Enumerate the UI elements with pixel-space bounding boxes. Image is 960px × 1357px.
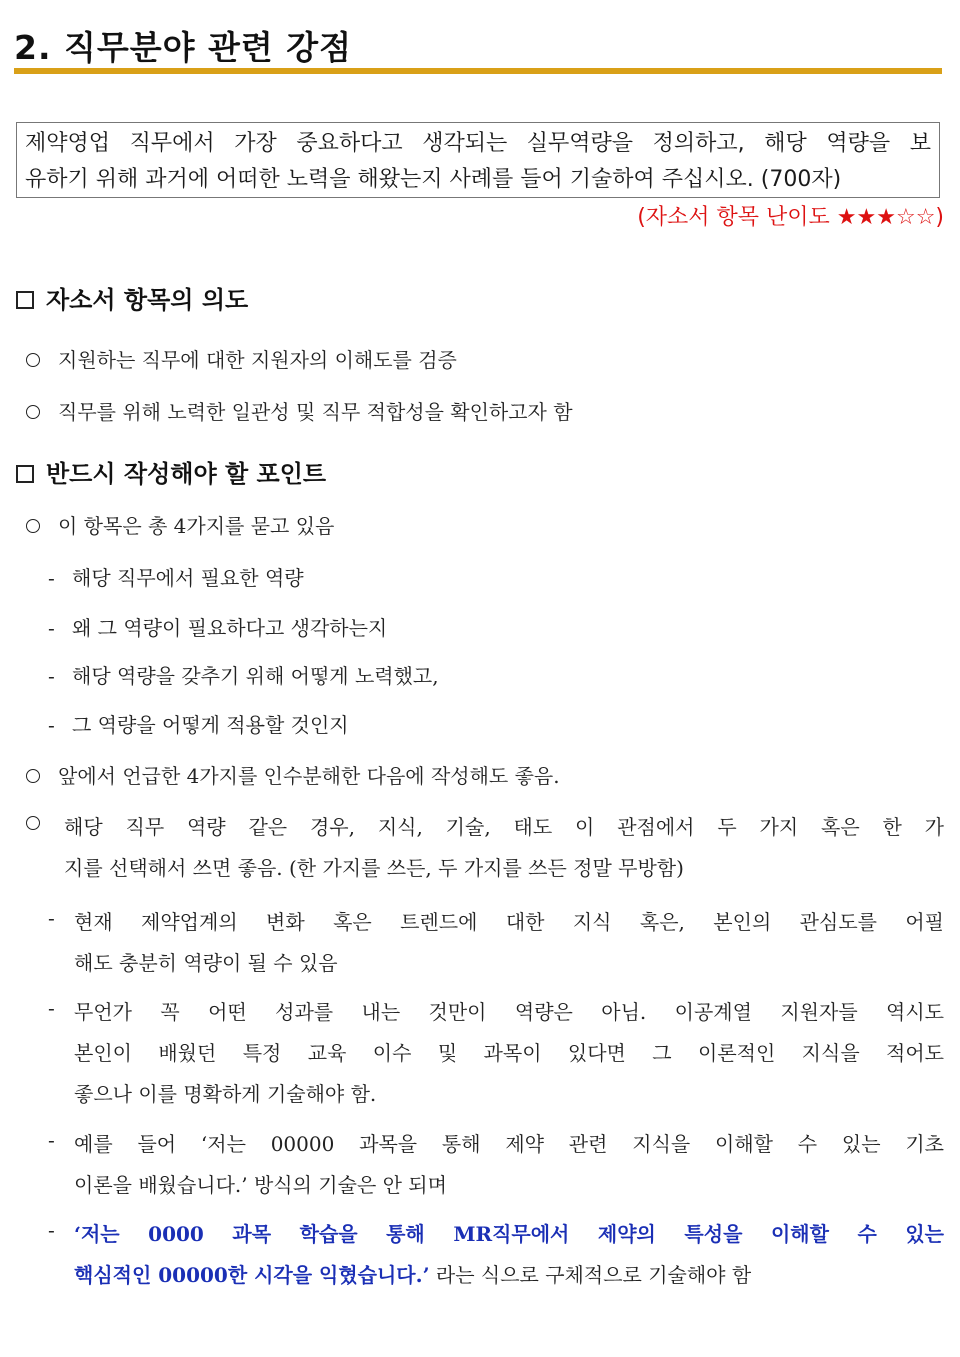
circle-bullet-icon — [26, 405, 40, 419]
circle-bullet-icon — [26, 519, 40, 533]
list-item-line: 지를 선택해서 쓰면 좋음. (한 가지를 쓰든, 두 가지를 쓰든 정말 무방함) — [64, 856, 684, 880]
question-line-1: 제약영업 직무에서 가장 중요하다고 생각되는 실무역량을 정의하고, 해당 역량을 보 — [25, 131, 931, 156]
circle-bullet-icon — [26, 769, 40, 783]
list-item: 직무를 위해 노력한 일관성 및 직무 적합성을 확인하고자 함 — [26, 396, 573, 425]
sub-item: - 해당 역량을 갖추기 위해 어떻게 노력했고, — [48, 664, 439, 688]
section-heading-points: 반드시 작성해야 할 포인트 — [16, 454, 326, 489]
sub-item-line: 본인이 배웠던 특정 교육 이수 및 과목이 있다면 그 이론적인 지식을 적어도 — [74, 1041, 944, 1065]
sub-item-line: 현재 제약업계의 변화 혹은 트렌드에 대한 지식 혹은, 본인의 관심도를 어필 — [74, 910, 944, 934]
list-item: 앞에서 언급한 4가지를 인수분해한 다음에 작성해도 좋음. — [26, 760, 560, 789]
sub-item-line: 좋으나 이를 명확하게 기술해야 함. — [74, 1082, 377, 1106]
sub-item: - — [48, 996, 55, 1020]
question-box — [16, 122, 940, 198]
list-item — [26, 811, 58, 835]
square-bullet-icon — [16, 465, 34, 483]
sub-item-line — [74, 1259, 751, 1288]
square-bullet-icon — [16, 291, 34, 309]
sub-item: - — [48, 906, 55, 930]
list-item: 지원하는 직무에 대한 지원자의 이해도를 검증 — [26, 344, 457, 373]
sub-item: - 그 역량을 어떻게 적용할 것인지 — [48, 713, 349, 737]
example-trailing-text: 라는 식으로 구체적으로 기술해야 함 — [435, 1263, 752, 1287]
difficulty-rating: (자소서 항목 난이도 ★★★☆☆) — [637, 205, 944, 230]
list-item-line: 해당 직무 역량 같은 경우, 지식, 기술, 태도 이 관점에서 두 가지 혹은 한 가 — [64, 815, 944, 839]
list-item: 이 항목은 총 4가지를 묻고 있음 — [26, 510, 334, 539]
sub-item-line: 해도 충분히 역량이 될 수 있음 — [74, 951, 338, 975]
highlighted-example-text: 핵심적인 00000한 시각을 익혔습니다.’ — [74, 1263, 430, 1287]
page-title: 2. 직무분야 관련 강점 — [14, 28, 352, 67]
title-rule — [14, 68, 942, 74]
sub-item-line: 무언가 꼭 어떤 성과를 내는 것만이 역량은 아님. 이공계열 지원자들 역시도 — [74, 1000, 944, 1024]
question-line-2: 유하기 위해 과거에 어떠한 노력을 해왔는지 사례를 들어 기술하여 주십시오. (700자) — [25, 167, 842, 192]
sub-item-line: 이론을 배웠습니다.’ 방식의 기술은 안 되며 — [74, 1173, 447, 1197]
sub-item: - — [48, 1218, 55, 1242]
sub-item: - 해당 직무에서 필요한 역량 — [48, 566, 304, 590]
circle-bullet-icon — [26, 353, 40, 367]
sub-item: - 왜 그 역량이 필요하다고 생각하는지 — [48, 616, 388, 640]
highlighted-example-line: ‘저는 0000 과목 학습을 통해 MR직무에서 제약의 특성을 이해할 수 있는 — [74, 1222, 944, 1246]
section-heading-intent: 자소서 항목의 의도 — [16, 280, 248, 315]
sub-item-line: 예를 들어 ‘저는 00000 과목을 통해 제약 관련 지식을 이해할 수 있는 기초 — [74, 1132, 944, 1156]
sub-item: - — [48, 1128, 55, 1152]
circle-bullet-icon — [26, 816, 40, 830]
